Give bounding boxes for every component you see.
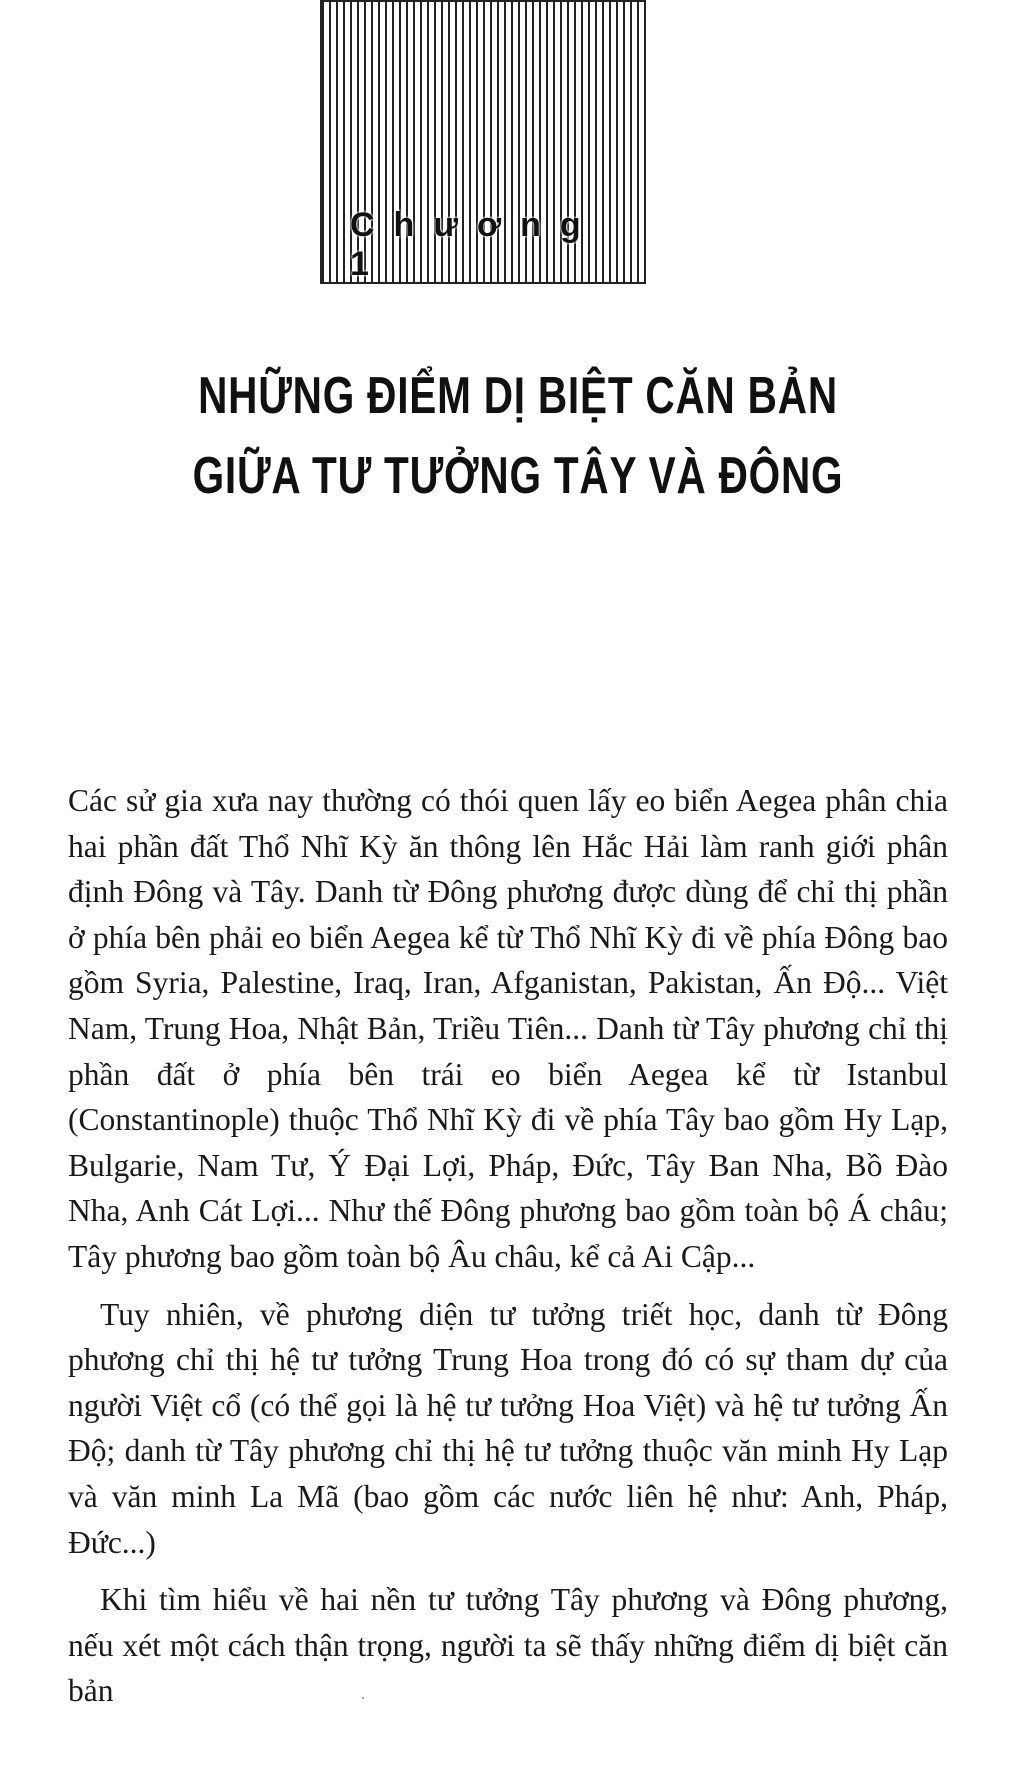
chapter-label: Chương 1 bbox=[350, 206, 600, 283]
chapter-title-line-2: GIỮA TƯ TƯỞNG TÂY VÀ ĐÔNG bbox=[192, 447, 844, 505]
chapter-header-block bbox=[320, 0, 646, 284]
paragraph-1: Các sử gia xưa nay thường có thói quen lấy eo biển Aegea phân chia hai phần đất Thổ Nhĩ Kỳ ăn thông lên Hắc Hải làm ranh giới phân định Đông và Tây. Danh từ Đông phương được dùng để chỉ thị phần ở phía bên phải eo biển Aegea kể từ Thổ Nhĩ Kỳ đi về phía Đông bao gồm Syria, Palestine, Iraq, Iran, Afganistan, Pakistan, Ấn Độ... Việt Nam, Trung Hoa, Nhật Bản, Triều Tiên... Danh từ Tây phương chỉ thị phần đất ở phía bên trái eo biển Aegea kể từ Istanbul (Constantinople) thuộc Thổ Nhĩ Kỳ đi về phía Tây bao gồm Hy Lạp, Bulgarie, Nam Tư, Ý Đại Lợi, Pháp, Đức, Tây Ban Nha, Bồ Đào Nha, Anh Cát Lợi... Như thế Đông phương bao gồm toàn bộ Á châu; Tây phương bao gồm toàn bộ Âu châu, kể cả Ai Cập... bbox=[68, 783, 948, 1274]
paragraph-3: Khi tìm hiểu về hai nền tư tưởng Tây phương và Đông phương, nếu xét một cách thận trọng, người ta sẽ thấy những điểm dị biệt căn bản bbox=[68, 1582, 948, 1709]
chapter-title-line-1: NHỮNG ĐIỂM DỊ BIỆT CĂN BẢN bbox=[198, 367, 838, 425]
body-text bbox=[68, 778, 948, 1726]
paragraph-2: Tuy nhiên, về phương diện tư tưởng triết học, danh từ Đông phương chỉ thị hệ tư tưởng Trung Hoa trong đó có sự tham dự của người Việt cổ (có thể gọi là hệ tư tưởng Hoa Việt) và hệ tư tưởng Ấn Độ; danh từ Tây phương chỉ thị hệ tư tưởng thuộc văn minh Hy Lạp và văn minh La Mã (bao gồm các nước liên hệ như: Anh, Pháp, Đức...) bbox=[68, 1296, 948, 1560]
scan-speck bbox=[362, 1697, 364, 1699]
